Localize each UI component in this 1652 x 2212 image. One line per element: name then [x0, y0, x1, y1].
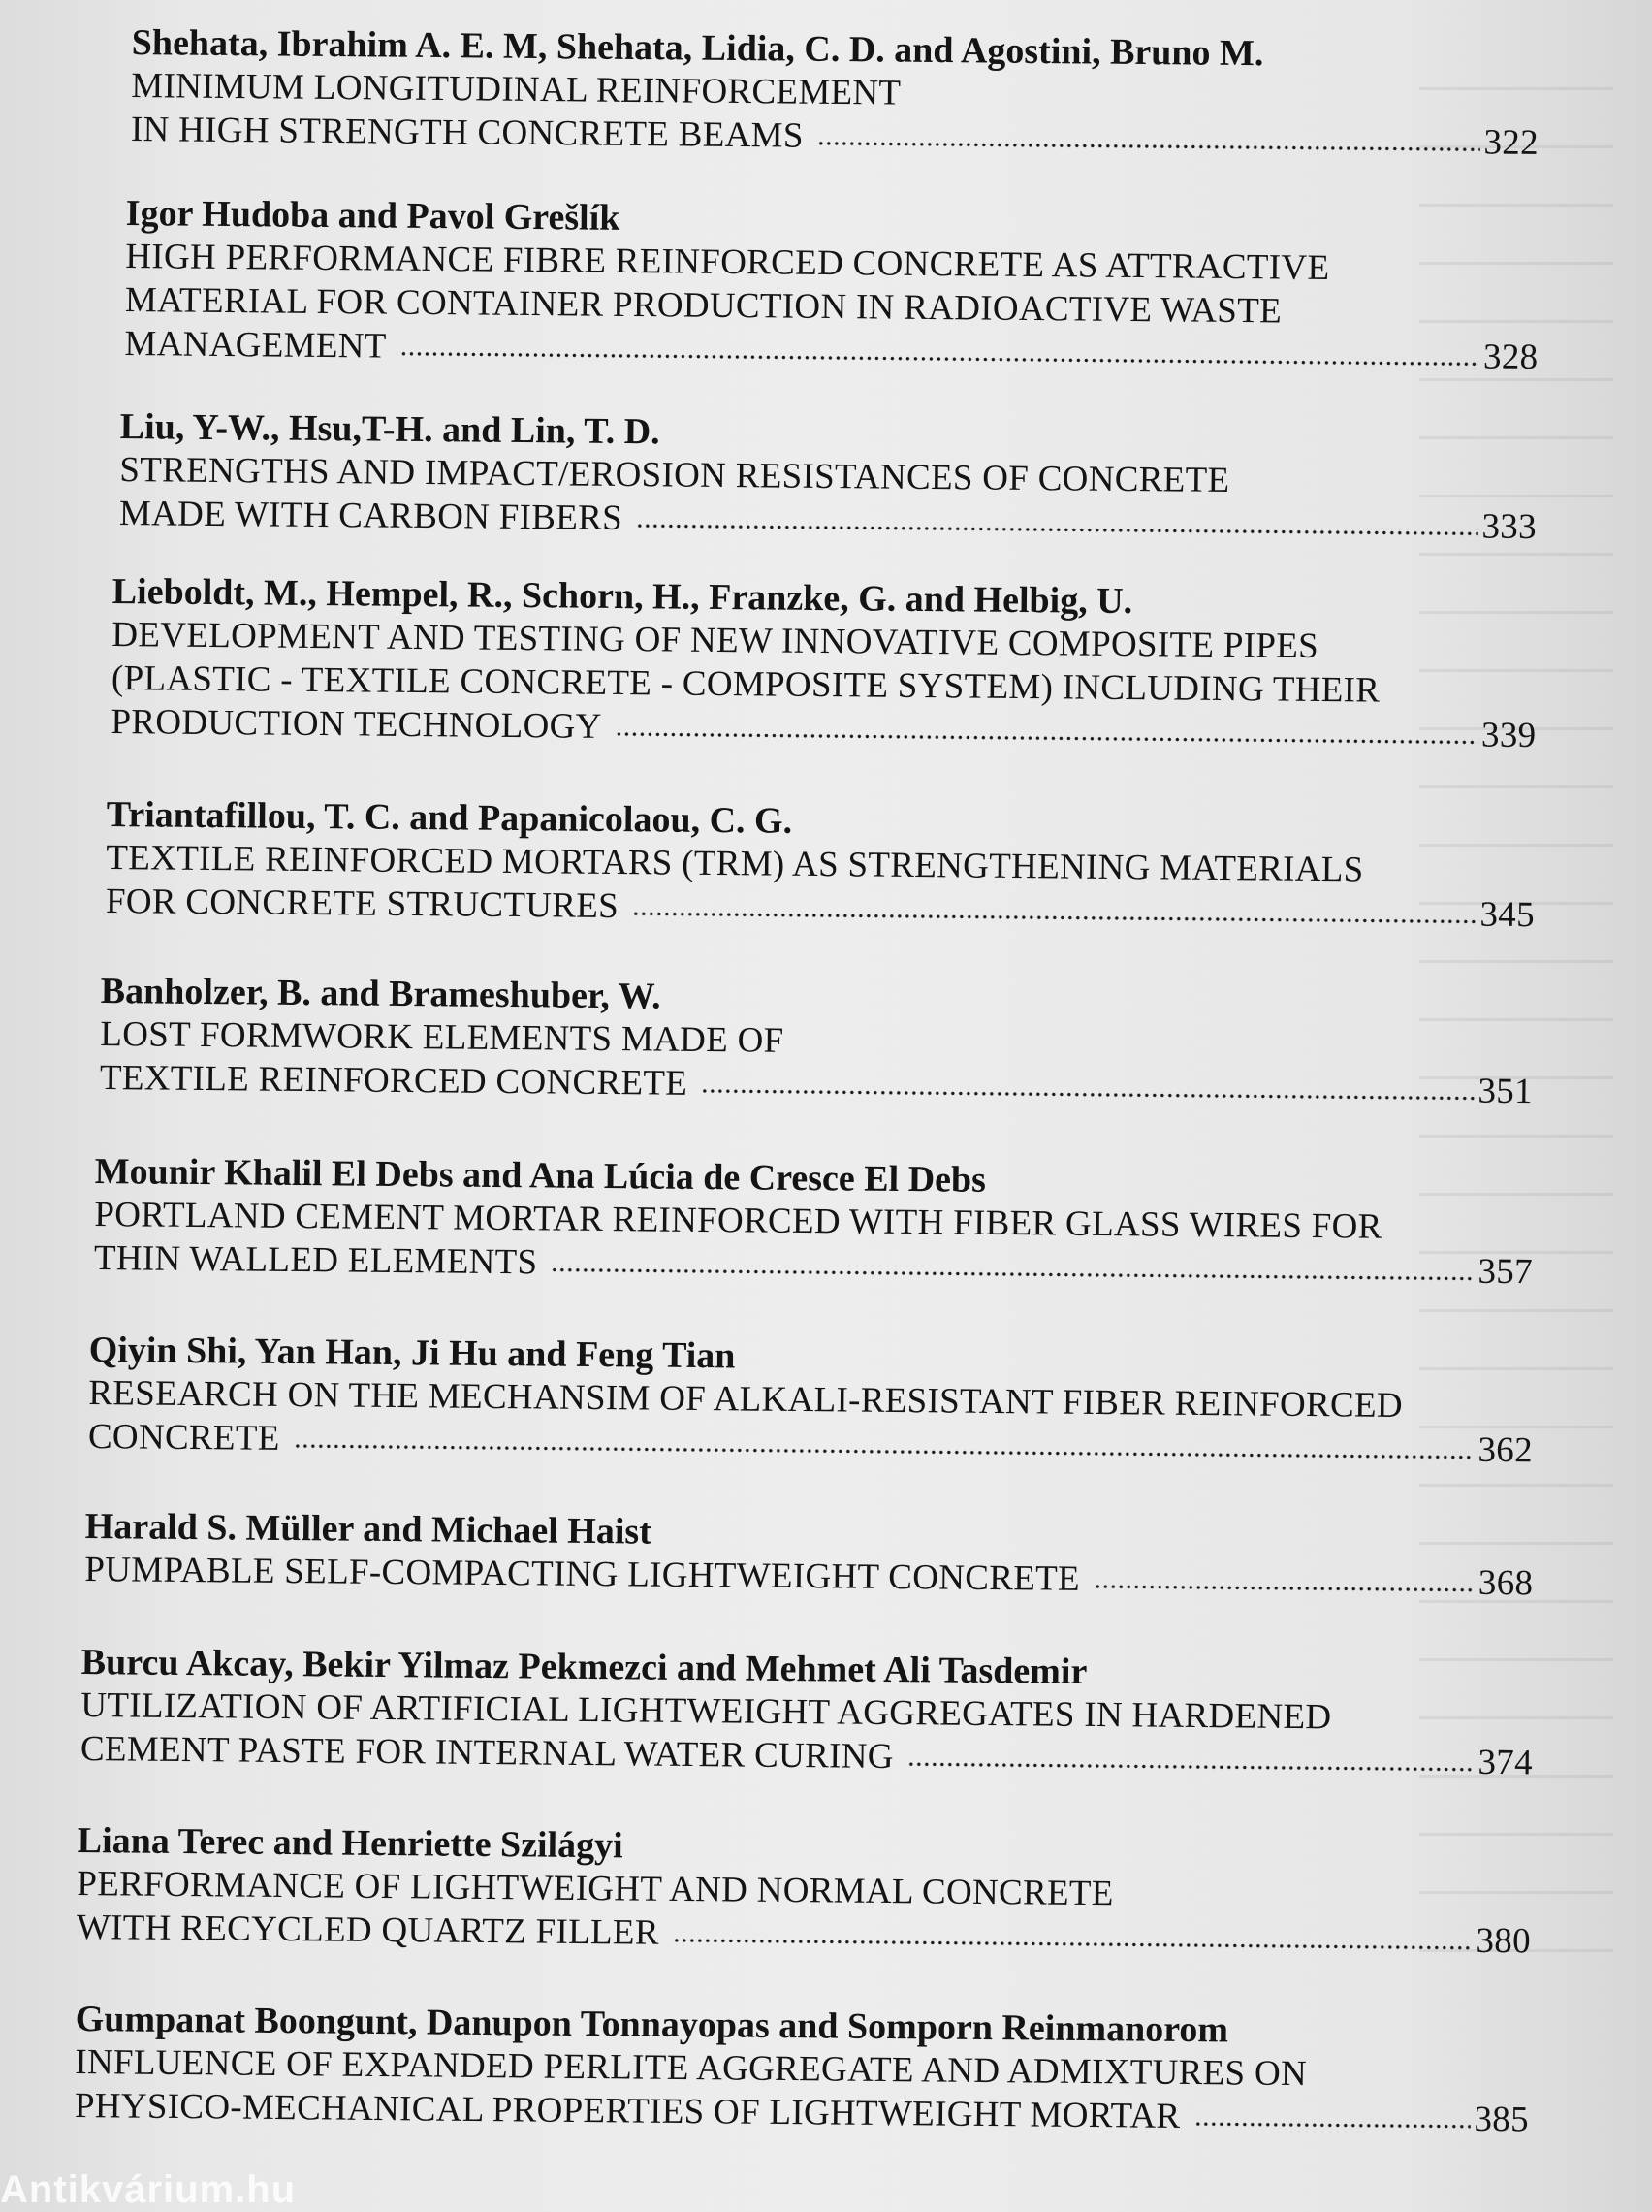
- entry-title-line: WITH RECYCLED QUARTZ FILLER: [76, 1907, 660, 1953]
- dot-leader: [632, 911, 1477, 924]
- entry-title-line: LOST FORMWORK ELEMENTS MADE OF: [100, 1013, 784, 1061]
- entry-page-number: 322: [1483, 122, 1540, 163]
- toc-entry: [75, 1998, 1540, 2141]
- entry-authors: Liu, Y-W., Hsu,T-H. and Lin, T. D.: [119, 405, 660, 453]
- entry-page-number: 362: [1477, 1429, 1534, 1471]
- entry-authors: Burcu Akcay, Bekir Yilmaz Pekmezci and Mehmet Ali Tasdemir: [80, 1642, 1088, 1692]
- entry-page-number: 368: [1477, 1562, 1534, 1604]
- entry-authors: Harald S. Müller and Michael Haist: [84, 1506, 652, 1553]
- entry-authors: Shehata, Ibrahim A. E. M, Shehata, Lidia, C. D. and Agostini, Bruno M.: [131, 21, 1264, 75]
- toc-entry: [84, 1505, 1549, 1605]
- toc-entry: [106, 793, 1571, 937]
- entry-title-line: MADE WITH CARBON FIBERS: [118, 493, 623, 538]
- entry-title-line: CONCRETE: [87, 1416, 280, 1459]
- entry-page-number: 328: [1482, 337, 1539, 377]
- entry-page-number: 333: [1481, 506, 1538, 548]
- entry-authors: Banholzer, B. and Brameshuber, W.: [100, 970, 661, 1017]
- entry-title-line: PERFORMANCE OF LIGHTWEIGHT AND NORMAL CONCRETE: [77, 1863, 1114, 1914]
- dot-leader: [701, 1088, 1474, 1102]
- dot-leader: [1193, 2121, 1470, 2130]
- entry-title-line: INFLUENCE OF EXPANDED PERLITE AGGREGATE AND ADMIXTURES ON: [75, 2041, 1308, 2095]
- entry-title-line: HIGH PERFORMANCE FIBRE REINFORCED CONCRETE AS ATTRACTIVE: [125, 236, 1330, 288]
- entry-title-line: RESEARCH ON THE MECHANSIM OF ALKALI-RESISTANT FIBER REINFORCED: [88, 1372, 1404, 1427]
- entry-title-line: THIN WALLED ELEMENTS: [93, 1237, 538, 1283]
- toc-entry: [77, 1819, 1541, 1963]
- entry-title-line: UTILIZATION OF ARTIFICIAL LIGHTWEIGHT AGGREGATES IN HARDENED: [80, 1684, 1332, 1738]
- toc-entry: [119, 405, 1584, 549]
- entry-title-line: TEXTILE REINFORCED MORTARS (TRM) AS STRENGTHENING MATERIALS: [106, 837, 1364, 890]
- entry-title-line: IN HIGH STRENGTH CONCRETE BEAMS: [130, 109, 804, 156]
- dot-leader: [673, 1938, 1473, 1951]
- dot-leader: [907, 1761, 1475, 1773]
- entry-title-line: PRODUCTION TECHNOLOGY: [111, 701, 602, 747]
- toc-entry: [124, 192, 1590, 379]
- entry-title-line: (PLASTIC - TEXTILE CONCRETE - COMPOSITE SYSTEM) INCLUDING THEIR: [111, 657, 1381, 711]
- entry-title-line: STRENGTHS AND IMPACT/EROSION RESISTANCES OF CONCRETE: [119, 449, 1230, 500]
- entry-title-line: MINIMUM LONGITUDINAL REINFORCEMENT: [131, 65, 902, 113]
- entry-page-number: 385: [1474, 2099, 1530, 2140]
- entry-authors: Triantafillou, T. C. and Papanicolaou, C. G.: [106, 793, 793, 842]
- entry-title-line: PHYSICO-MECHANICAL PROPERTIES OF LIGHTWEIGHT MORTAR: [74, 2085, 1181, 2136]
- toc-entry: [100, 970, 1565, 1113]
- dot-leader: [817, 141, 1480, 153]
- toc-entry: [131, 21, 1596, 165]
- entry-title-line: DEVELOPMENT AND TESTING OF NEW INNOVATIVE COMPOSITE PIPES: [111, 614, 1319, 666]
- entry-authors: Liana Terec and Henriette Szilágyi: [77, 1820, 623, 1867]
- entry-title-line: CEMENT PASTE FOR INTERNAL WATER CURING: [79, 1728, 894, 1778]
- entry-title-line: PUMPABLE SELF-COMPACTING LIGHTWEIGHT CONCRETE: [84, 1549, 1081, 1599]
- entry-page-number: 357: [1477, 1251, 1534, 1293]
- dot-leader: [636, 523, 1477, 536]
- entry-title-line: TEXTILE REINFORCED CONCRETE: [99, 1057, 688, 1104]
- dot-leader: [1094, 1584, 1475, 1593]
- dot-leader: [294, 1443, 1475, 1460]
- dot-leader: [551, 1267, 1474, 1282]
- entry-title-line: PORTLAND CEMENT MORTAR REINFORCED WITH FIBER GLASS WIRES FOR: [94, 1194, 1382, 1247]
- entry-title-line: MATERIAL FOR CONTAINER PRODUCTION IN RADIOACTIVE WASTE: [124, 279, 1283, 332]
- entry-title-line: FOR CONCRETE STRUCTURES: [105, 881, 620, 927]
- entry-authors: Mounir Khalil El Debs and Ana Lúcia de Cresce El Debs: [94, 1151, 987, 1201]
- dot-leader: [400, 351, 1479, 368]
- toc-entry: [111, 570, 1576, 757]
- dot-leader: [616, 731, 1477, 746]
- entry-page-number: 339: [1480, 715, 1537, 756]
- entry-page-number: 345: [1479, 894, 1536, 936]
- toc-entry: [88, 1329, 1553, 1472]
- entry-authors: Qiyin Shi, Yan Han, Ji Hu and Feng Tian: [88, 1330, 736, 1377]
- entry-authors: Igor Hudoba and Pavol Grešlík: [125, 192, 620, 239]
- entry-authors: Gumpanat Boongunt, Danupon Tonnayopas and Somporn Reinmanorom: [75, 1999, 1229, 2051]
- toc-entry: [94, 1150, 1559, 1294]
- entry-page-number: 374: [1477, 1742, 1534, 1783]
- entry-authors: Lieboldt, M., Hempel, R., Schorn, H., Franzke, G. and Helbig, U.: [111, 570, 1133, 623]
- entry-page-number: 351: [1477, 1071, 1534, 1112]
- entry-title-line: MANAGEMENT: [124, 323, 387, 367]
- entry-page-number: 380: [1476, 1920, 1532, 1962]
- watermark-text: Antikvárium.hu: [0, 2168, 297, 2211]
- toc-entry: [80, 1641, 1545, 1784]
